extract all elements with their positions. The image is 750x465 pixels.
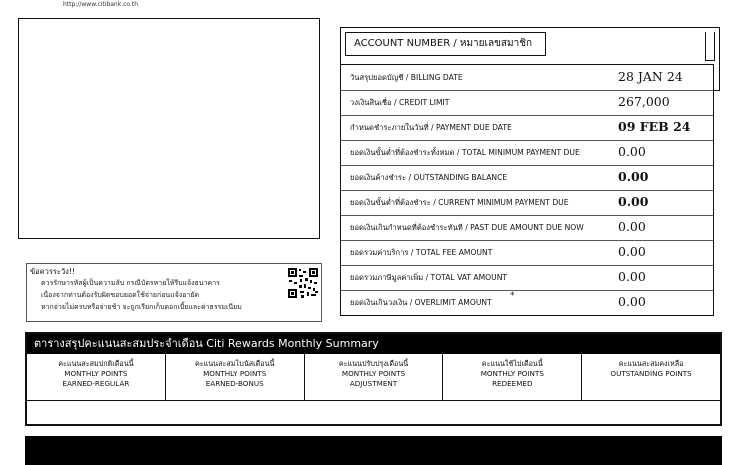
notice-title: ข้อควรระวัง!! [30,267,75,276]
col-thai-heading: คะแนนใช้ไปเดือนนี้ [481,359,543,368]
col-heading-line1: MONTHLY POINTS [341,369,406,378]
bank-url: http://www.citibank.co.th [63,1,139,8]
summary-value: 0.00 [618,194,649,209]
account-number-label: ACCOUNT NUMBER / หมายเลขสมาชิก [345,32,546,56]
summary-label: ยอดรวมค่าบริการ / TOTAL FEE AMOUNT [350,248,493,257]
col-heading-line2: ADJUSTMENT [349,379,398,388]
rewards-summary-table [25,332,722,426]
qr-code-icon[interactable] [287,267,319,299]
col-thai-heading: คะแนนสะสมโบนัสเดือนนี้ [194,359,275,368]
summary-row-total-vat [341,265,713,291]
summary-label: ยอดเงินค้างชำระ / OUTSTANDING BALANCE [350,173,508,182]
rewards-col-redeemed [443,354,582,401]
col-heading-line2: REDEEMED [492,379,533,388]
summary-row-billing-date [341,65,713,91]
summary-value: 0.00 [618,219,646,234]
summary-row-current-minimum-payment [341,190,713,216]
col-thai-heading: คะแนนปรับปรุงเดือนนี้ [338,359,409,368]
summary-value: 0.00 [618,169,649,184]
rewards-col-outstanding [582,354,720,401]
footnote-asterisk: * [510,291,515,301]
summary-label: ยอดเงินเกินวงเงิน / OVERLIMIT AMOUNT [350,298,492,307]
notice-line: หากจ่ายไม่ครบหรือจ่ายช้า จะถูกเรียกเก็บดอกเบี้ยและค่าธรรมเนียม [41,303,242,311]
summary-value: 0.00 [618,144,646,159]
summary-row-total-fee [341,240,713,266]
col-heading-line1: MONTHLY POINTS [64,369,128,378]
col-heading-line2: EARNED-BONUS [205,379,264,388]
col-thai-heading: คะแนนสะสมปกติเดือนนี้ [58,359,134,368]
col-heading-line1: MONTHLY POINTS [203,369,267,378]
rewards-col-earned-regular [27,354,166,401]
summary-label: ยอดเงินขั้นต่ำที่ต้องชำระทั้งหมด / TOTAL MINIMUM PAYMENT DUE [350,148,580,157]
summary-label: ยอดเงินเกินกำหนดที่ต้องชำระทันที / PAST DUE AMOUNT DUE NOW [350,223,584,232]
notice-line: เนื่องจากท่านต้องรับผิดชอบยอดใช้จ่ายก่อนแจ้งอายัด [41,291,200,299]
rewards-title: ตารางสรุปคะแนนสะสมประจำเดือน Citi Rewards Monthly Summary [27,334,720,354]
col-heading-line1: OUTSTANDING POINTS [610,369,692,378]
footer-black-bar [25,436,722,465]
summary-label: ยอดรวมภาษีมูลค่าเพิ่ม / TOTAL VAT AMOUNT [350,273,508,282]
address-box [18,18,320,239]
summary-row-past-due-amount [341,215,713,241]
warning-notice [26,263,322,322]
rewards-col-earned-bonus [166,354,305,401]
summary-label: วงเงินสินเชื่อ / CREDIT LIMIT [350,98,450,107]
col-heading-line1: MONTHLY POINTS [480,369,544,378]
statement-summary-table [340,64,714,316]
summary-label: กำหนดชำระภายในวันที่ / PAYMENT DUE DATE [350,123,512,132]
col-heading-line2: EARNED-REGULAR [62,379,130,388]
summary-row-credit-limit [341,90,713,116]
summary-value: 267,000 [618,94,670,109]
rewards-col-adjustment [305,354,444,401]
notice-line: ควรรักษารหัสผู้เป็นความลับ กรณีบัตรหายให้รีบแจ้งธนาคาร [41,279,220,287]
summary-row-overlimit [341,290,713,315]
summary-label: วันสรุปยอดบัญชี / BILLING DATE [350,73,463,82]
summary-row-total-minimum-payment [341,140,713,166]
summary-row-payment-due-date [341,115,713,141]
summary-row-outstanding-balance [341,165,713,191]
summary-value: 0.00 [618,244,646,259]
summary-value: 09 FEB 24 [618,119,691,134]
summary-value: 0.00 [618,269,646,284]
summary-value: 28 JAN 24 [618,69,683,84]
summary-value: 0.00 [618,294,646,309]
summary-label: ยอดเงินขั้นต่ำที่ต้องชำระ / CURRENT MINIMUM PAYMENT DUE [350,198,569,207]
col-thai-heading: คะแนนสะสมคงเหลือ [618,359,684,368]
account-number-notch [705,32,715,61]
